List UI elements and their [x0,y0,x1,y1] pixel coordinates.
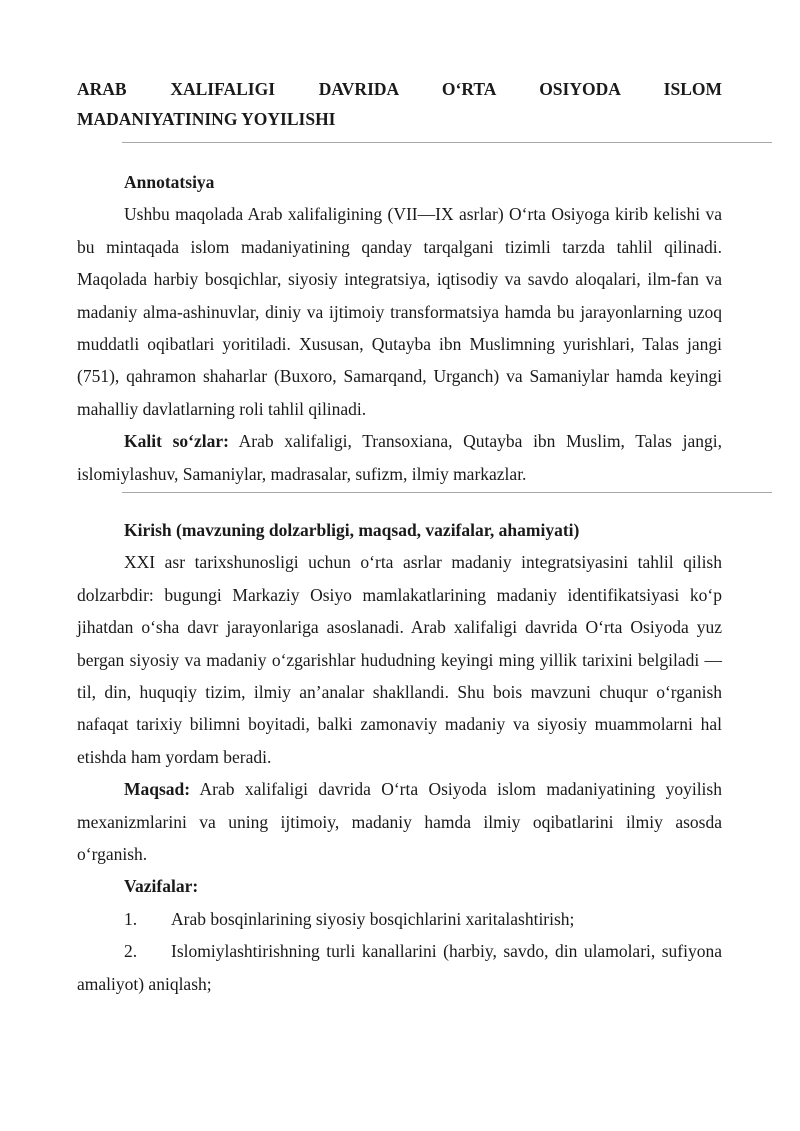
goal-paragraph [77,773,722,870]
keywords-text: Arab xalifaligi, Transoxiana, Qutayba ibn Muslim, Talas jangi, islomiylashuv, Samaniylar, madrasalar, sufizm, ilmiy markazlar. [77,431,722,484]
title-line-2: MADANIYATINING YOYILISHI [77,109,336,129]
introduction-section [77,514,722,1000]
introduction-heading: Kirish (mavzuning dolzarbligi, maqsad, vazifalar, ahamiyati) [124,520,580,540]
tasks-heading: Vazifalar: [124,876,199,897]
annotation-heading: Annotatsiya [124,172,215,192]
task-text: Arab bosqinlarining siyosiy bosqichlarini xaritalashtirish; [171,908,575,929]
article-title [77,74,722,134]
task-text: Islomiylashtirishning turli kanallarini (harbiy, savdo, din ulamolari, sufiyona amaliyot) aniqlash; [77,941,722,994]
title-line-1: ARAB XALIFALIGI DAVRIDA O‘RTA OSIYODA ISLOM [77,79,722,99]
separator-rule-top [122,142,772,143]
annotation-text: Ushbu maqolada Arab xalifaligining (VII—IX asrlar) O‘rta Osiyoga kirib kelishi va bu mintaqada islom madaniyatining qanday tarqalgani tizimli tarzda tahlil qilinadi. Maqolada harbiy bosqichlar, siyosiy integratsiya, iqtisodiy va savdo aloqalari, ilm-fan va madaniy alma-ashinuvlar, diniy va ijtimoiy transformatsiya hamda bu jarayonlarning uzoq muddatli oqibatlari yoritiladi. Xususan, Qutayba ibn Muslimning yurishlari, Talas jangi (751), qahramon shaharlar (Buxoro, Samarqand, Urganch) va Samaniylar hamda keyingi mahalliy davlatlarning roli tahlil qilinadi. [77,204,722,419]
separator-rule-bottom [122,492,772,493]
task-number: 1. [124,908,138,929]
goal-text: Arab xalifaligi davrida O‘rta Osiyoda islom madaniyatining yoyilish mexanizmlarini va uning ijtimoiy, madaniy hamda ilmiy oqibatlarini ilmiy asosda o‘rganish. [77,779,722,865]
keywords-paragraph [77,425,722,490]
keywords-label: Kalit so‘zlar: [124,431,229,452]
task-number: 2. [124,941,138,962]
task-item [77,903,722,935]
goal-label: Maqsad: [124,779,191,800]
annotation-section [77,166,722,490]
introduction-text: XXI asr tarixshunosligi uchun o‘rta asrlar madaniy integratsiyasini tahlil qilish dolzarbdir: bugungi Markaziy Osiyo mamlakatlarining madaniy identifikatsiyasi ko‘p jihatdan o‘sha davr jarayonlariga asoslanadi. Arab xalifaligi davrida O‘rta Osiyoda yuz bergan siyosiy va madaniy o‘zgarishlar hududning keyingi ming yillik tarixini belgiladi — til, din, huquqiy tizim, ilmiy an’analar shakllandi. Shu bois mavzuni chuqur o‘rganish nafaqat tarixiy bilimni boyitadi, balki zamonaviy madaniy va siyosiy muammolarni hal etishda ham yordam beradi. [77,552,722,767]
task-item [77,935,722,1000]
